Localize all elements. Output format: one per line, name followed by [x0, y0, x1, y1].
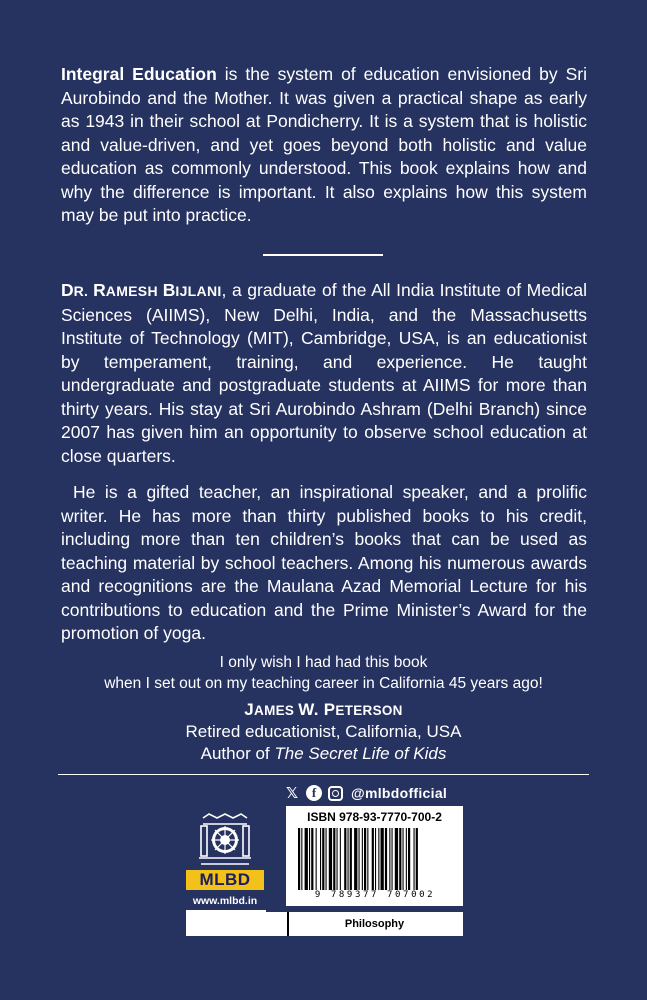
publisher-url[interactable]: www.mlbd.in — [192, 895, 258, 907]
testimonial-role: Retired educationist, California, USA — [185, 722, 462, 741]
publisher-emblem-icon — [195, 812, 255, 868]
publisher-price-box — [186, 912, 286, 936]
barcode-bar — [311, 828, 313, 890]
barcode-bar — [337, 828, 338, 890]
isbn-digits: 9 789377 707002 — [314, 890, 436, 900]
testimonial-author-part: AMES — [254, 703, 299, 718]
barcode-bar — [367, 828, 368, 890]
barcode-bar — [414, 828, 415, 890]
barcode-bar — [392, 828, 393, 890]
footer-rule — [58, 774, 589, 775]
barcode-bar — [348, 828, 349, 890]
author-more-paragraph: He is a gifted teacher, an inspirational speaker, and a prolific writer. He has more than thirty published books to his credit, including more than ten children’s books that can be used as teaching material by school teachers. Among his numerous awards and recognitions are the Maulana Azad Memorial Lecture for his contributions to education and the Prime Minister’s Award for the promotion of yoga. — [61, 482, 587, 643]
barcode-bar — [389, 828, 390, 890]
barcode-bar — [395, 828, 398, 890]
barcode-bar — [340, 828, 341, 890]
testimonial-author — [40, 700, 607, 720]
intro-text: is the system of education envisioned by Sri Aurobindo and the Mother. It was given a practical shape as early as 1943 in their school at Pondicherry. It is a system that is holistic and value-driven, and yet goes beyond both holistic and value education as commonly understood. This book explains how and why the difference is important. It also explains how this system may be put into practice. — [61, 64, 588, 225]
barcode-bar — [329, 828, 332, 890]
barcode-bar — [408, 828, 410, 890]
publisher-name: MLBD — [186, 870, 264, 890]
barcode-bar — [399, 828, 401, 890]
barcode-bar — [333, 828, 335, 890]
author-bio-paragraph — [61, 279, 587, 468]
author-name-part: AMESH — [105, 283, 163, 299]
category-divider — [287, 912, 289, 936]
barcode-bar — [320, 828, 321, 890]
category-label: Philosophy — [344, 918, 405, 930]
barcode-bar — [364, 828, 366, 890]
barcode-bar — [362, 828, 363, 890]
facebook-icon[interactable]: f — [306, 785, 322, 801]
barcode-bar — [344, 828, 346, 890]
barcode-bar — [309, 828, 310, 890]
barcode-bar — [301, 828, 302, 890]
barcode-bar — [378, 828, 379, 890]
author-name-part: R — [93, 280, 106, 300]
barcode-bar — [305, 828, 308, 890]
barcode-bar — [416, 828, 418, 890]
isbn-barcode-box — [286, 806, 463, 906]
author-name-part: IJLANI — [175, 283, 222, 299]
barcode-bar — [406, 828, 407, 890]
barcode-bar — [381, 828, 384, 890]
author-bio-text: , a graduate of the All India Institute of Medical Sciences (AIIMS), New Delhi, India, and the Massachusetts Institute of Technology (MIT), Cambridge, USA, is an educationist by temperament, training, and experience. He taught undergraduate and postgraduate students at AIIMS for more than thirty years. His stay at Sri Aurobindo Ashram (Delhi Branch) since 2007 has given him an opportunity to observe school education at close quarters. — [61, 280, 587, 466]
barcode-bar — [375, 828, 376, 890]
testimonial-author-part: W. P — [298, 700, 336, 719]
isbn-label: ISBN 978-93-7770-700-2 — [307, 810, 442, 824]
social-handle[interactable]: @mlbdofficial — [351, 785, 448, 801]
x-icon[interactable]: 𝕏 — [285, 785, 299, 802]
barcode-bar — [359, 828, 360, 890]
barcode-bar — [385, 828, 387, 890]
barcode-bar — [350, 828, 352, 890]
section-divider — [263, 254, 383, 256]
barcode-icon — [298, 828, 454, 890]
author-name-part: B — [162, 280, 176, 300]
testimonial-book-title: The Secret Life of Kids — [274, 744, 447, 763]
testimonial-line-2: when I set out on my teaching career in California 45 years ago! — [104, 675, 543, 692]
barcode-bar — [322, 828, 324, 890]
barcode-bar — [372, 828, 374, 890]
testimonial-book-prefix: Author of — [200, 744, 275, 763]
testimonial-book — [40, 743, 607, 765]
testimonial-author-part: J — [244, 700, 255, 719]
barcode-bar — [403, 828, 404, 890]
social-bar — [284, 783, 447, 803]
author-name-part: R. — [73, 283, 94, 299]
intro-lead: Integral Education — [61, 64, 217, 84]
intro-paragraph — [61, 63, 587, 228]
barcode-bar — [316, 828, 317, 890]
barcode-bar — [326, 828, 327, 890]
testimonial-author-part: ETERSON — [335, 703, 403, 718]
barcode-bar — [354, 828, 357, 890]
category-box — [286, 912, 463, 936]
author-name-part: D — [61, 280, 74, 300]
barcode-bar — [298, 828, 300, 890]
testimonial-line-1: I only wish I had had this book — [219, 654, 428, 671]
instagram-icon[interactable] — [328, 786, 343, 801]
